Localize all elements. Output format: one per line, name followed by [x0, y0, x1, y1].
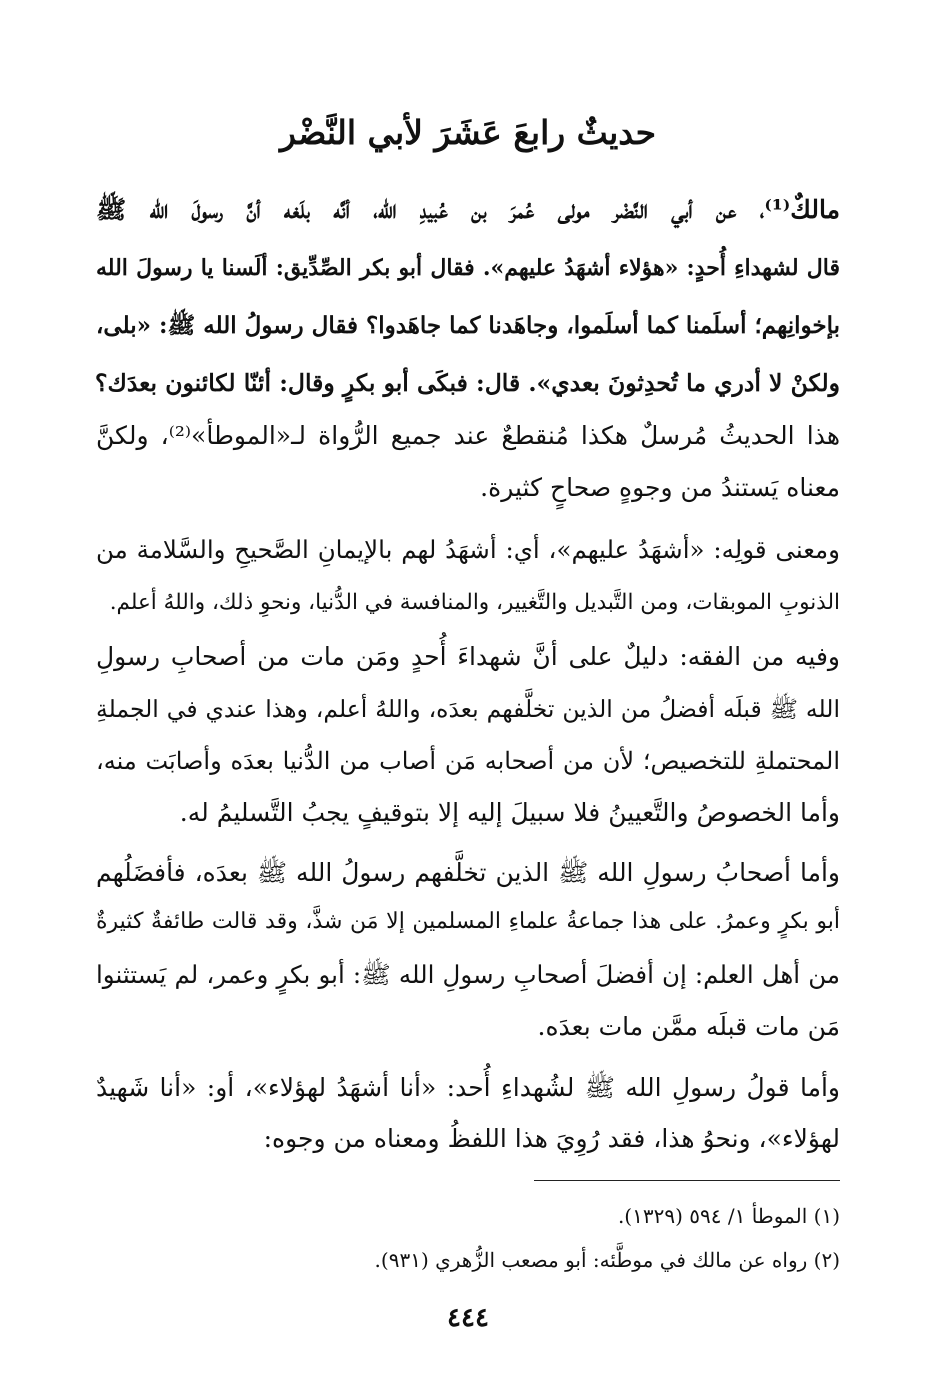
commentary-line: أبو بكرٍ وعمرُ. على هذا جماعةُ علماءِ المسلمين إلا مَن شذَّ، وقد قالت طائفةٌ كثيرةٌ: [96, 909, 840, 934]
page-number: ٤٤٤: [447, 1303, 489, 1333]
footnote: (٢) رواه عن مالك في موطَّئه: أبو مصعب الزُّهري (٩٣١).: [374, 1248, 840, 1272]
commentary-line: وأما الخصوصُ والتَّعيينُ فلا سبيلَ إليه إلا بتوقيفٍ يجبُ التَّسليمُ له.: [179, 798, 840, 827]
commentary-line: وأما قولُ رسولِ الله ﷺ لشُهداءِ أُحد: «أنا أشهَدُ لهؤلاء»، أو: «أنا شَهيدٌ: [96, 1073, 840, 1102]
footnote-separator: [534, 1180, 840, 1181]
commentary-line: الله ﷺ قبلَه أفضلُ من الذين تخلَّفهم بعدَه، واللهُ أعلم، وهذا عندي في الجملةِ: [96, 695, 840, 723]
commentary-line: وأما أصحابُ رسولِ الله ﷺ الذين تخلَّفهم رسولُ الله ﷺ بعدَه، فأفضَلُهم: [96, 858, 840, 887]
section-title: حديثٌ رابعَ عَشَرَ لأبي النَّضْر: [280, 113, 656, 152]
hadith-line: مالكٌ⁽¹⁾، عن أبي النَّضْر مولى عُمرَ بن عُبيدِ الله، أنَّه بلَغه أنَّ رسولَ الله ﷺ: [96, 195, 840, 224]
commentary-line: مَن مات قبلَه ممَّن مات بعدَه.: [537, 1012, 840, 1041]
commentary-line: هذا الحديثُ مُرسلٌ هكذا مُنقطعٌ عند جميع الرُّواة لـ«الموطأ»⁽²⁾، ولكنَّ: [96, 421, 840, 450]
commentary-line: الذنوبِ الموبقات، ومن التَّبديل والتَّغيير، والمنافسة في الدُّنيا، ونحوِ ذلك، واللهُ أعلم.: [109, 590, 840, 615]
commentary-line: ومعنى قولِه: «أشهَدُ عليهم»، أي: أشهَدُ لهم بالإيمانِ الصَّحيحِ والسَّلامة من: [96, 535, 840, 564]
hadith-line: بإخوانِهم؛ أسلَمنا كما أسلَموا، وجاهَدنا كما جاهَدوا؟ فقال رسولُ الله ﷺ: «بلى،: [96, 312, 840, 339]
hadith-line: قال لشهداءِ أُحدٍ: «هؤلاء أشهَدُ عليهم». فقال أبو بكر الصِّدِّيق: ألَسنا يا رسولَ الله: [96, 255, 840, 281]
hadith-line: ولكنْ لا أدري ما تُحدِثونَ بعدي». قال: فبكَى أبو بكرٍ وقال: أئنّا لكائنون بعدَك؟: [94, 369, 840, 397]
commentary-line: لهؤلاء»، ونحوُ هذا، فقد رُوِيَ هذا اللفظُ ومعناه من وجوه:: [263, 1124, 840, 1153]
commentary-line: من أهل العلم: إن أفضلَ أصحابِ رسولِ الله ﷺ: أبو بكرٍ وعمر، لم يَستثنوا: [96, 960, 840, 989]
book-page: [96, 0, 840, 1377]
commentary-line: وفيه من الفقه: دليلٌ على أنَّ شهداءَ أُحدٍ ومَن مات من أصحابِ رسولِ: [96, 642, 840, 671]
footnote: (١) الموطأ ١/ ٥٩٤ (١٣٢٩).: [617, 1204, 840, 1228]
commentary-line: معناه يَستندُ من وجوهٍ صحاحٍ كثيرة.: [480, 473, 840, 502]
commentary-line: المحتملةِ للتخصيص؛ لأن من أصحابه مَن أصاب من الدُّنيا بعدَه وأصابَت منه،: [96, 747, 840, 775]
